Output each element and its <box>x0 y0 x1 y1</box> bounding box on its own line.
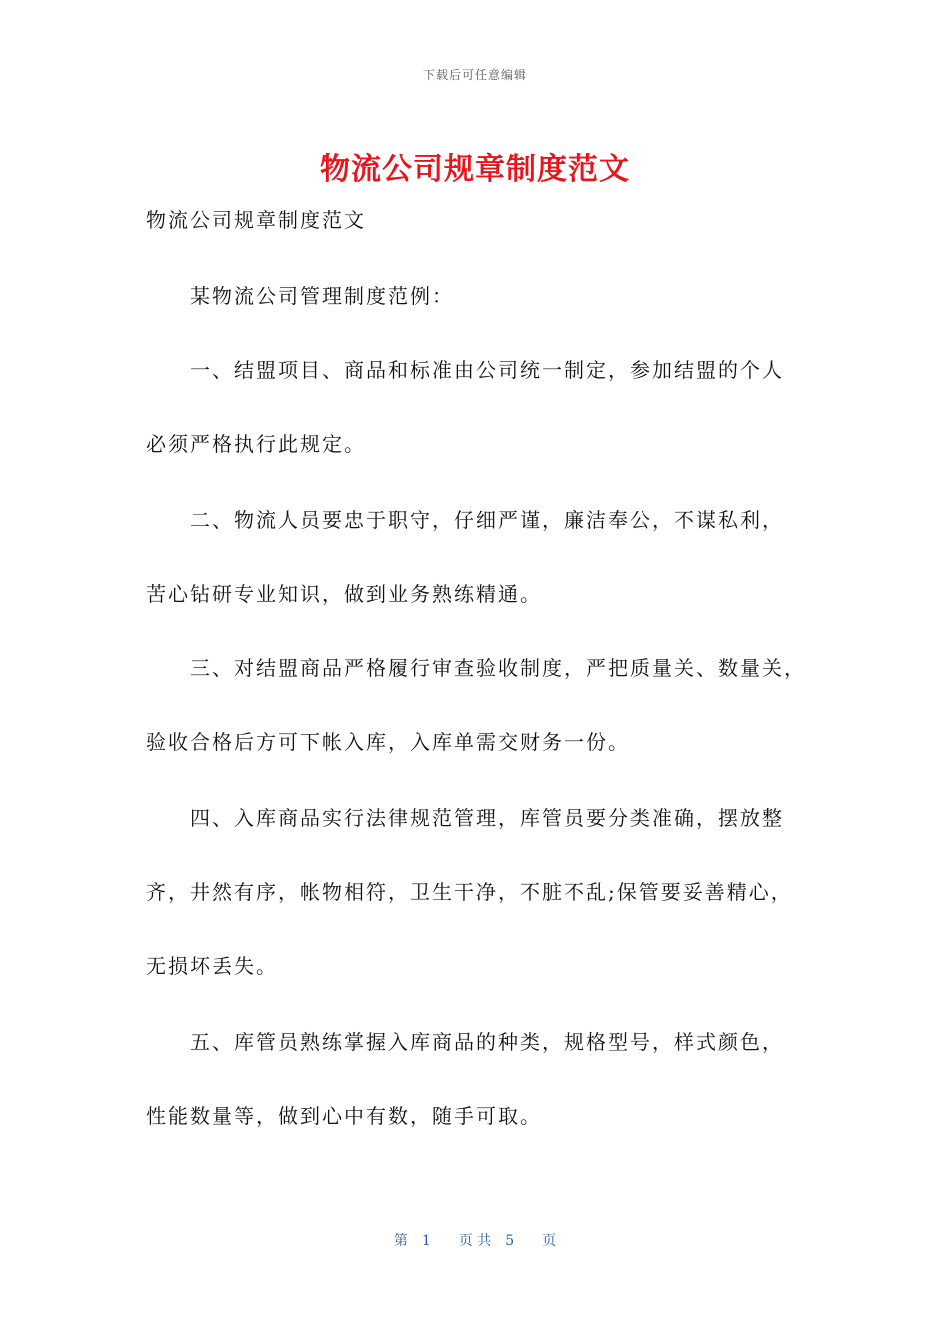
body-line-6: 苦心钻研专业知识，做到业务熟练精通。 <box>146 582 542 606</box>
body-line-1: 物流公司规章制度范文 <box>146 208 366 232</box>
page-footer: 第 1 页 共 5 页 <box>393 1233 557 1249</box>
body-line-12: 五、库管员熟练掌握入库商品的种类，规格型号，样式颜色， <box>146 1030 784 1054</box>
body-line-3: 一、结盟项目、商品和标准由公司统一制定，参加结盟的个人 <box>146 358 784 382</box>
body-line-2: 某物流公司管理制度范例： <box>146 284 454 308</box>
body-line-7: 三、对结盟商品严格履行审查验收制度，严把质量关、数量关， <box>146 656 806 680</box>
body-line-10: 齐，井然有序，帐物相符，卫生干净，不脏不乱;保管要妥善精心， <box>146 880 793 904</box>
body-line-11: 无损坏丢失。 <box>146 954 278 978</box>
body-line-5: 二、物流人员要忠于职守，仔细严谨，廉洁奉公，不谋私利， <box>146 508 784 532</box>
body-line-8: 验收合格后方可下帐入库，入库单需交财务一份。 <box>146 730 630 754</box>
body-line-4: 必须严格执行此规定。 <box>146 432 366 456</box>
document-title: 物流公司规章制度范文 <box>320 152 630 187</box>
header-note: 下载后可任意编辑 <box>422 68 527 82</box>
body-line-9: 四、入库商品实行法律规范管理，库管员要分类准确，摆放整 <box>146 806 784 830</box>
body-line-13: 性能数量等，做到心中有数，随手可取。 <box>146 1104 542 1128</box>
